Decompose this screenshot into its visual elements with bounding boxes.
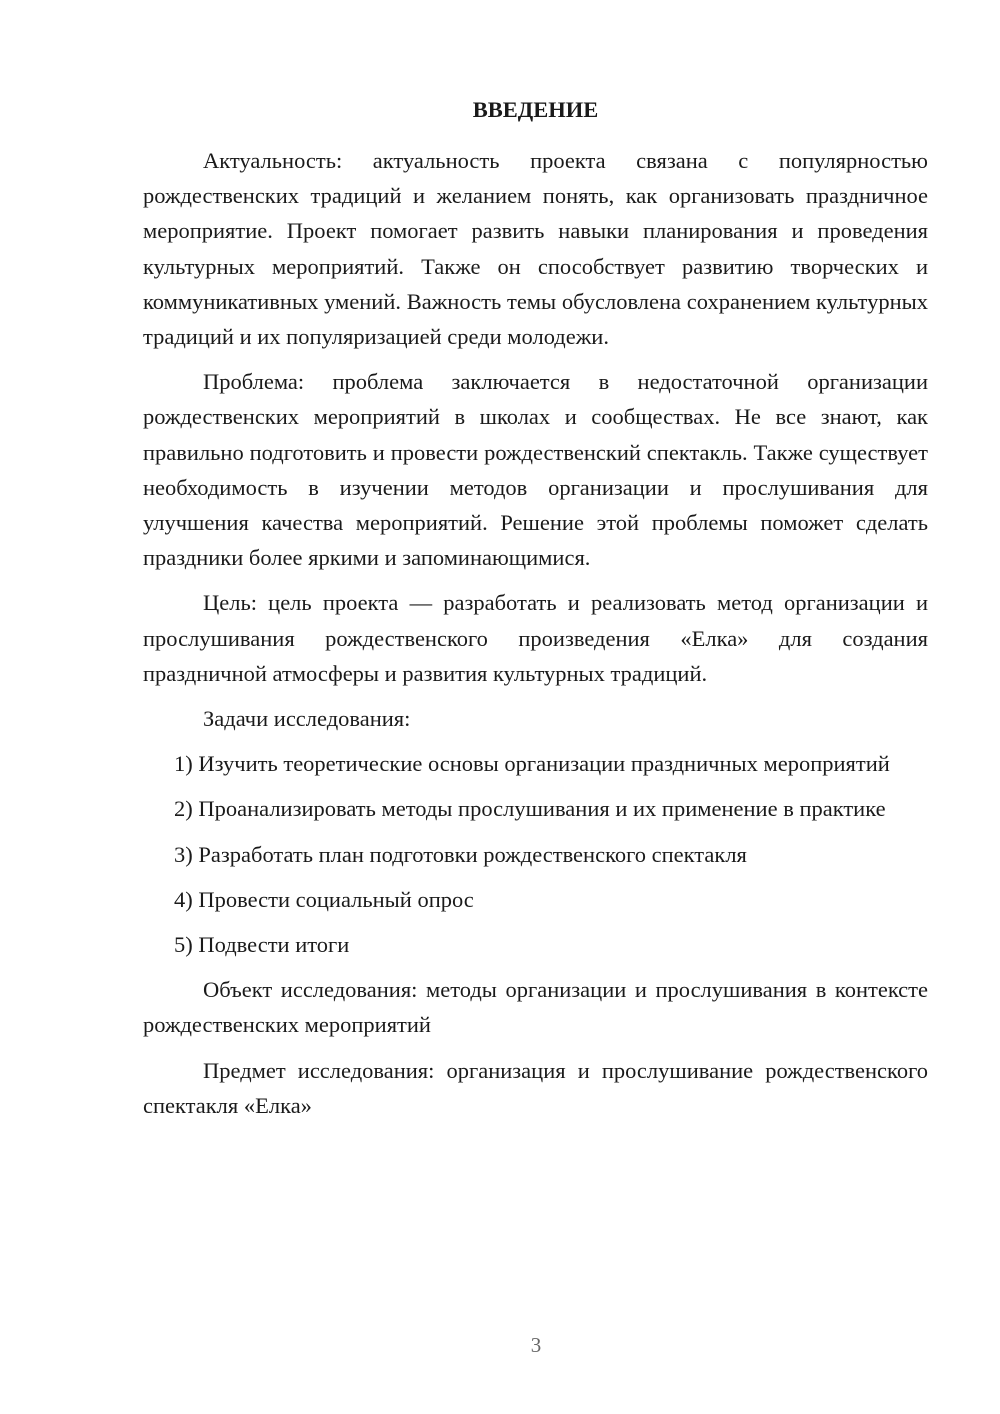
page-number: 3 xyxy=(530,1333,542,1357)
task-item-5: 5) Подвести итоги xyxy=(174,932,350,958)
goal-paragraph: Цель: цель проекта — разработать и реализовать метод организации и прослушивания рождественского произведения «Елка» для создания праздничной атмосферы и развития культурных традиций. xyxy=(143,590,928,686)
subject-paragraph: Предмет исследования: организация и прослушивание рождественского спектакля «Елка» xyxy=(143,1057,928,1118)
task-item-2: 2) Проанализировать методы прослушивания и их применение в практике xyxy=(174,796,886,822)
section-title: ВВЕДЕНИЕ xyxy=(472,97,599,122)
task-item-1: 1) Изучить теоретические основы организации праздничных мероприятий xyxy=(174,751,890,777)
object-paragraph: Объект исследования: методы организации и прослушивания в контексте рождественских мероприятий xyxy=(143,977,928,1038)
task-item-4: 4) Провести социальный опрос xyxy=(174,886,474,912)
task-item-3: 3) Разработать план подготовки рождественского спектакля xyxy=(174,841,747,867)
tasks-heading: Задачи исследования: xyxy=(203,706,411,732)
problem-paragraph: Проблема: проблема заключается в недостаточной организации рождественских мероприятий в школах и сообществах. Не все знают, как правильно подготовить и провести рождественский спектакль. Также существует необходимость в изучении методов организации и прослушивания для улучшения качества мероприятий. Решение этой проблемы поможет сделать праздники более яркими и запоминающимися. xyxy=(143,369,928,571)
relevance-paragraph: Актуальность: актуальность проекта связана с популярностью рождественских традиций и желанием понять, как организовать праздничное мероприятие. Проект помогает развить навыки планирования и проведения культурных мероприятий. Также он способствует развитию творческих и коммуникативных умений. Важность темы обусловлена сохранением культурных традиций и их популяризацией среди молодежи. xyxy=(143,148,928,350)
page-content xyxy=(143,92,928,1133)
